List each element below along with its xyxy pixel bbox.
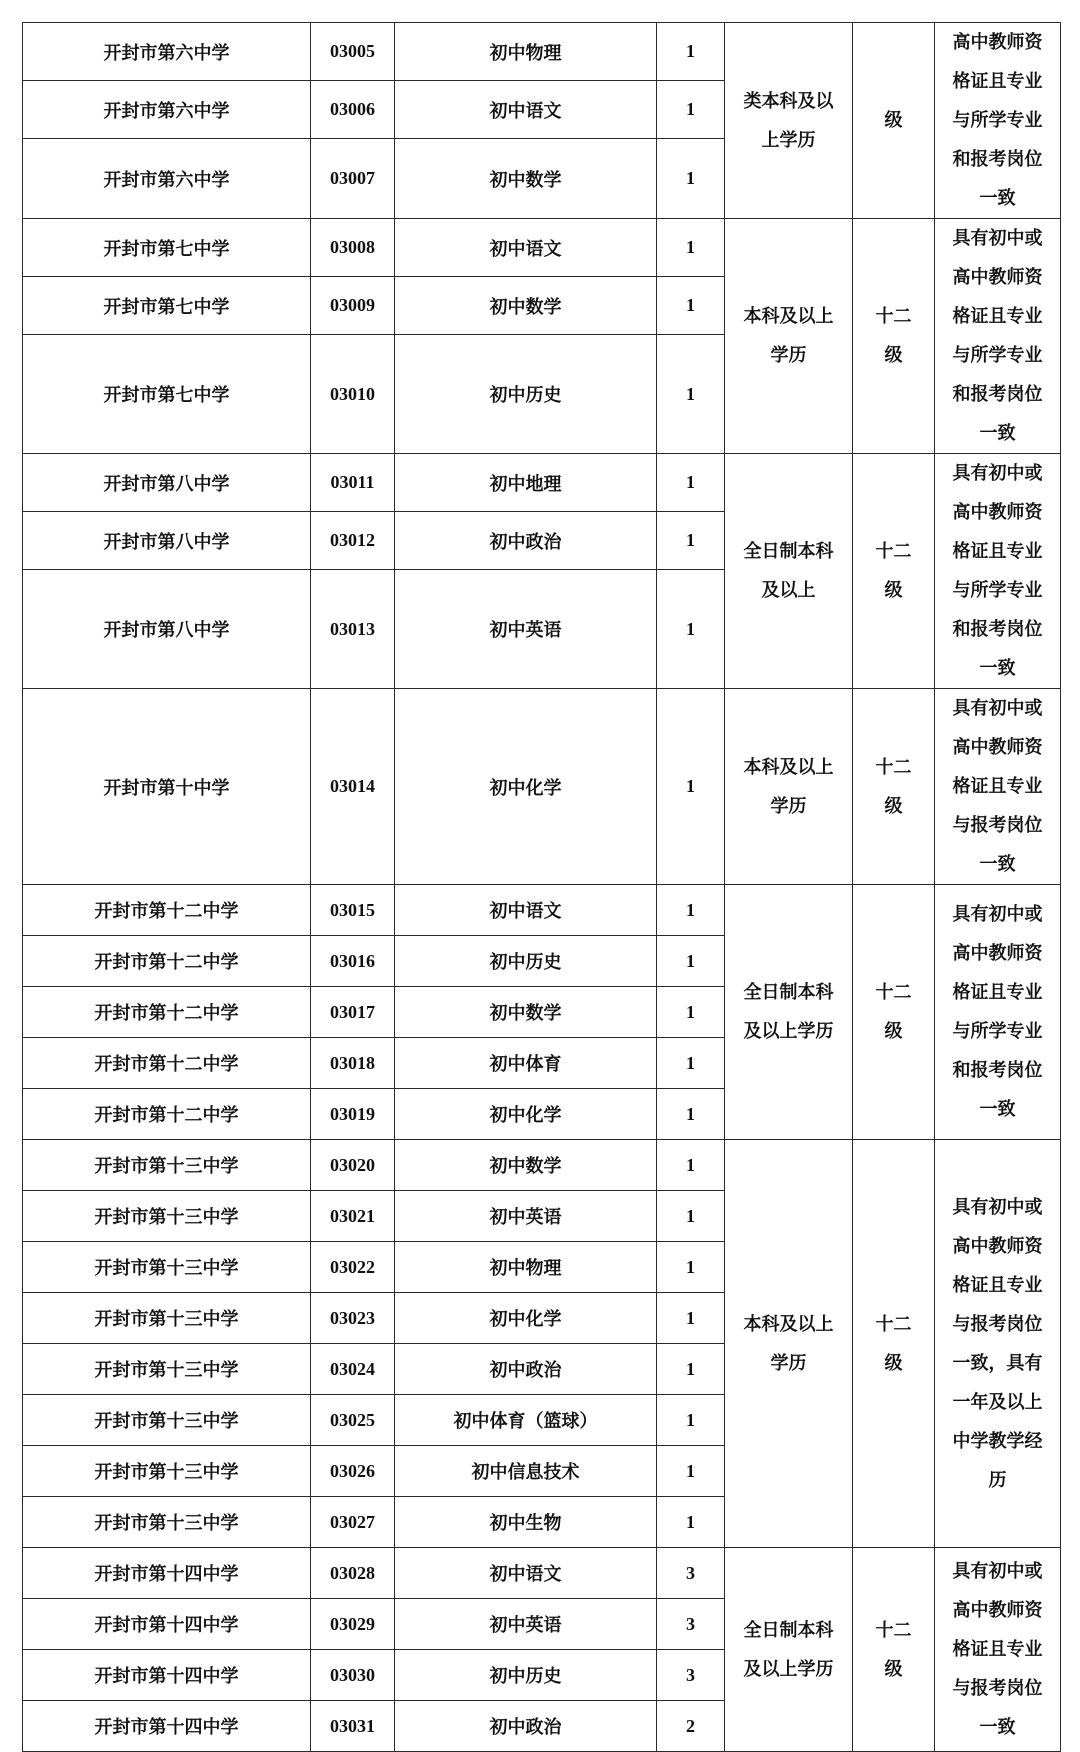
position-code-cell: 03016 [311, 936, 395, 987]
position-code-cell: 03013 [311, 570, 395, 689]
headcount-cell: 1 [657, 23, 725, 81]
education-requirement-cell [725, 23, 853, 219]
qualification-requirement-line: 和报考岗位 [952, 1060, 1043, 1081]
post-level-line: 级 [884, 110, 903, 131]
education-requirement-line: 学历 [770, 1352, 807, 1374]
headcount-cell: 1 [657, 1140, 725, 1191]
table-row [23, 23, 1061, 81]
school-name-cell: 开封市第十二中学 [23, 885, 311, 936]
post-level-cell [853, 885, 935, 1140]
position-code-cell: 03010 [311, 335, 395, 454]
headcount-cell: 1 [657, 81, 725, 139]
qualification-requirement-line: 和报考岗位 [952, 619, 1043, 640]
position-code-cell: 03018 [311, 1038, 395, 1089]
position-code-cell: 03024 [311, 1344, 395, 1395]
school-name-cell: 开封市第七中学 [23, 277, 311, 335]
headcount-cell: 1 [657, 570, 725, 689]
subject-cell: 初中语文 [395, 81, 657, 139]
education-requirement-cell [725, 689, 853, 885]
qualification-requirement-line: 具有初中或 [952, 698, 1043, 719]
position-code-cell: 03022 [311, 1242, 395, 1293]
education-requirement-cell [725, 885, 853, 1140]
headcount-cell: 1 [657, 1344, 725, 1395]
qualification-requirement-line: 与所学专业 [952, 345, 1043, 366]
subject-cell: 初中数学 [395, 987, 657, 1038]
qualification-requirement-line: 高中教师资 [952, 1235, 1043, 1257]
school-name-cell: 开封市第十三中学 [23, 1242, 311, 1293]
post-level-line: 十二 [875, 1313, 912, 1335]
subject-cell: 初中政治 [395, 1701, 657, 1752]
qualification-requirement-line: 与所学专业 [952, 1021, 1043, 1042]
position-code-cell: 03005 [311, 23, 395, 81]
subject-cell: 初中英语 [395, 1191, 657, 1242]
subject-cell: 初中地理 [395, 454, 657, 512]
qualification-requirement-line: 一年及以上 [952, 1391, 1043, 1413]
subject-cell: 初中历史 [395, 1650, 657, 1701]
qualification-requirement-line: 格证且专业 [952, 982, 1043, 1003]
post-level-cell [853, 1548, 935, 1752]
qualification-requirement-line: 一致 [979, 1717, 1016, 1738]
subject-cell: 初中数学 [395, 1140, 657, 1191]
subject-cell: 初中化学 [395, 1293, 657, 1344]
school-name-cell: 开封市第六中学 [23, 139, 311, 219]
education-requirement-line: 类本科及以 [743, 90, 834, 112]
education-requirement-line: 学历 [770, 795, 807, 817]
education-requirement-cell [725, 219, 853, 454]
education-requirement-line: 全日制本科 [743, 982, 834, 1003]
headcount-cell: 1 [657, 1395, 725, 1446]
qualification-requirement-line: 和报考岗位 [952, 149, 1043, 170]
post-level-line: 十二 [875, 1619, 912, 1641]
table-row [23, 454, 1061, 512]
headcount-cell: 1 [657, 454, 725, 512]
position-code-cell: 03019 [311, 1089, 395, 1140]
qualification-requirement-line: 一致，具有 [952, 1352, 1043, 1374]
post-level-line: 级 [884, 345, 903, 366]
subject-cell: 初中语文 [395, 885, 657, 936]
school-name-cell: 开封市第十四中学 [23, 1548, 311, 1599]
education-requirement-line: 本科及以上 [743, 1313, 834, 1335]
post-level-cell [853, 23, 935, 219]
school-name-cell: 开封市第十三中学 [23, 1191, 311, 1242]
education-requirement-line: 全日制本科 [743, 1619, 834, 1641]
qualification-requirement-line: 高中教师资 [952, 1600, 1043, 1621]
qualification-requirement-line: 与所学专业 [952, 580, 1043, 601]
position-code-cell: 03026 [311, 1446, 395, 1497]
qualification-requirement-cell [935, 23, 1061, 219]
headcount-cell: 1 [657, 139, 725, 219]
school-name-cell: 开封市第十四中学 [23, 1650, 311, 1701]
qualification-requirement-line: 和报考岗位 [952, 384, 1043, 405]
subject-cell: 初中体育（篮球） [395, 1395, 657, 1446]
table-row [23, 885, 1061, 936]
subject-cell: 初中政治 [395, 1344, 657, 1395]
headcount-cell: 1 [657, 277, 725, 335]
headcount-cell: 1 [657, 335, 725, 454]
education-requirement-cell [725, 454, 853, 689]
qualification-requirement-cell [935, 454, 1061, 689]
qualification-requirement-cell [935, 689, 1061, 885]
position-code-cell: 03009 [311, 277, 395, 335]
school-name-cell: 开封市第十二中学 [23, 1038, 311, 1089]
table-row [23, 1140, 1061, 1191]
education-requirement-line: 本科及以上 [743, 306, 834, 327]
school-name-cell: 开封市第十四中学 [23, 1701, 311, 1752]
headcount-cell: 1 [657, 885, 725, 936]
education-requirement-line: 及以上学历 [743, 1658, 834, 1680]
subject-cell: 初中英语 [395, 570, 657, 689]
post-level-line: 级 [884, 795, 903, 817]
position-code-cell: 03017 [311, 987, 395, 1038]
qualification-requirement-line: 与报考岗位 [952, 1313, 1043, 1335]
qualification-requirement-line: 高中教师资 [952, 943, 1043, 964]
qualification-requirement-line: 一致 [979, 854, 1016, 875]
education-requirement-cell [725, 1140, 853, 1548]
qualification-requirement-line: 高中教师资 [952, 267, 1043, 288]
qualification-requirement-line: 高中教师资 [952, 737, 1043, 758]
headcount-cell: 1 [657, 1038, 725, 1089]
qualification-requirement-line: 中学教学经 [952, 1430, 1043, 1452]
position-code-cell: 03014 [311, 689, 395, 885]
school-name-cell: 开封市第十三中学 [23, 1293, 311, 1344]
qualification-requirement-cell [935, 1140, 1061, 1548]
headcount-cell: 1 [657, 689, 725, 885]
school-name-cell: 开封市第十四中学 [23, 1599, 311, 1650]
school-name-cell: 开封市第十中学 [23, 689, 311, 885]
qualification-requirement-line: 历 [988, 1469, 1007, 1491]
headcount-cell: 3 [657, 1599, 725, 1650]
position-code-cell: 03011 [311, 454, 395, 512]
headcount-cell: 1 [657, 1242, 725, 1293]
position-code-cell: 03029 [311, 1599, 395, 1650]
subject-cell: 初中数学 [395, 277, 657, 335]
headcount-cell: 1 [657, 219, 725, 277]
subject-cell: 初中生物 [395, 1497, 657, 1548]
subject-cell: 初中化学 [395, 1089, 657, 1140]
position-code-cell: 03028 [311, 1548, 395, 1599]
qualification-requirement-line: 格证且专业 [952, 1639, 1043, 1660]
subject-cell: 初中信息技术 [395, 1446, 657, 1497]
school-name-cell: 开封市第十三中学 [23, 1344, 311, 1395]
subject-cell: 初中物理 [395, 1242, 657, 1293]
headcount-cell: 2 [657, 1701, 725, 1752]
headcount-cell: 1 [657, 936, 725, 987]
subject-cell: 初中体育 [395, 1038, 657, 1089]
table-row [23, 219, 1061, 277]
education-requirement-line: 及以上学历 [743, 1021, 834, 1042]
post-level-line: 十二 [875, 306, 912, 327]
headcount-cell: 1 [657, 1293, 725, 1344]
headcount-cell: 1 [657, 1089, 725, 1140]
position-code-cell: 03006 [311, 81, 395, 139]
qualification-requirement-line: 与报考岗位 [952, 1678, 1043, 1699]
school-name-cell: 开封市第六中学 [23, 23, 311, 81]
post-level-line: 级 [884, 1658, 903, 1680]
position-code-cell: 03007 [311, 139, 395, 219]
subject-cell: 初中化学 [395, 689, 657, 885]
subject-cell: 初中物理 [395, 23, 657, 81]
subject-cell: 初中历史 [395, 335, 657, 454]
education-requirement-line: 及以上 [761, 580, 816, 601]
job-positions-table [22, 22, 1061, 1752]
headcount-cell: 1 [657, 512, 725, 570]
qualification-requirement-line: 具有初中或 [952, 463, 1043, 484]
qualification-requirement-line: 一致 [979, 423, 1016, 444]
post-level-line: 十二 [875, 756, 912, 778]
qualification-requirement-line: 与报考岗位 [952, 815, 1043, 836]
subject-cell: 初中历史 [395, 936, 657, 987]
post-level-line: 十二 [875, 982, 912, 1003]
table-row [23, 689, 1061, 885]
position-code-cell: 03023 [311, 1293, 395, 1344]
qualification-requirement-cell [935, 219, 1061, 454]
subject-cell: 初中数学 [395, 139, 657, 219]
position-code-cell: 03020 [311, 1140, 395, 1191]
education-requirement-line: 上学历 [761, 129, 816, 151]
qualification-requirement-line: 一致 [979, 1099, 1016, 1120]
school-name-cell: 开封市第十二中学 [23, 1089, 311, 1140]
post-level-line: 级 [884, 580, 903, 601]
school-name-cell: 开封市第八中学 [23, 512, 311, 570]
headcount-cell: 1 [657, 1191, 725, 1242]
school-name-cell: 开封市第八中学 [23, 570, 311, 689]
position-code-cell: 03012 [311, 512, 395, 570]
education-requirement-line: 全日制本科 [743, 541, 834, 562]
qualification-requirement-line: 具有初中或 [952, 904, 1043, 925]
qualification-requirement-line: 高中教师资 [952, 32, 1043, 53]
post-level-line: 十二 [875, 541, 912, 562]
post-level-cell [853, 1140, 935, 1548]
table-row [23, 1548, 1061, 1599]
post-level-line: 级 [884, 1352, 903, 1374]
school-name-cell: 开封市第八中学 [23, 454, 311, 512]
post-level-cell [853, 689, 935, 885]
education-requirement-line: 本科及以上 [743, 756, 834, 778]
position-code-cell: 03008 [311, 219, 395, 277]
education-requirement-cell [725, 1548, 853, 1752]
position-code-cell: 03025 [311, 1395, 395, 1446]
qualification-requirement-line: 格证且专业 [952, 1274, 1043, 1296]
qualification-requirement-line: 具有初中或 [952, 1196, 1043, 1218]
qualification-requirement-line: 高中教师资 [952, 502, 1043, 523]
qualification-requirement-line: 与所学专业 [952, 110, 1043, 131]
subject-cell: 初中语文 [395, 219, 657, 277]
subject-cell: 初中政治 [395, 512, 657, 570]
position-code-cell: 03021 [311, 1191, 395, 1242]
subject-cell: 初中英语 [395, 1599, 657, 1650]
school-name-cell: 开封市第十三中学 [23, 1395, 311, 1446]
headcount-cell: 1 [657, 1497, 725, 1548]
qualification-requirement-line: 具有初中或 [952, 228, 1043, 249]
school-name-cell: 开封市第十二中学 [23, 936, 311, 987]
post-level-line: 级 [884, 1021, 903, 1042]
headcount-cell: 1 [657, 987, 725, 1038]
school-name-cell: 开封市第七中学 [23, 219, 311, 277]
qualification-requirement-line: 格证且专业 [952, 306, 1043, 327]
school-name-cell: 开封市第十三中学 [23, 1140, 311, 1191]
qualification-requirement-line: 一致 [979, 658, 1016, 679]
qualification-requirement-line: 具有初中或 [952, 1561, 1043, 1582]
school-name-cell: 开封市第六中学 [23, 81, 311, 139]
qualification-requirement-line: 格证且专业 [952, 776, 1043, 797]
qualification-requirement-cell [935, 885, 1061, 1140]
qualification-requirement-cell [935, 1548, 1061, 1752]
headcount-cell: 1 [657, 1446, 725, 1497]
headcount-cell: 3 [657, 1548, 725, 1599]
position-code-cell: 03031 [311, 1701, 395, 1752]
headcount-cell: 3 [657, 1650, 725, 1701]
qualification-requirement-line: 格证且专业 [952, 541, 1043, 562]
qualification-requirement-line: 格证且专业 [952, 71, 1043, 92]
post-level-cell [853, 219, 935, 454]
education-requirement-line: 学历 [770, 345, 807, 366]
school-name-cell: 开封市第十三中学 [23, 1446, 311, 1497]
school-name-cell: 开封市第十三中学 [23, 1497, 311, 1548]
post-level-cell [853, 454, 935, 689]
position-code-cell: 03015 [311, 885, 395, 936]
qualification-requirement-line: 一致 [979, 188, 1016, 209]
school-name-cell: 开封市第十二中学 [23, 987, 311, 1038]
position-code-cell: 03027 [311, 1497, 395, 1548]
position-code-cell: 03030 [311, 1650, 395, 1701]
subject-cell: 初中语文 [395, 1548, 657, 1599]
school-name-cell: 开封市第七中学 [23, 335, 311, 454]
